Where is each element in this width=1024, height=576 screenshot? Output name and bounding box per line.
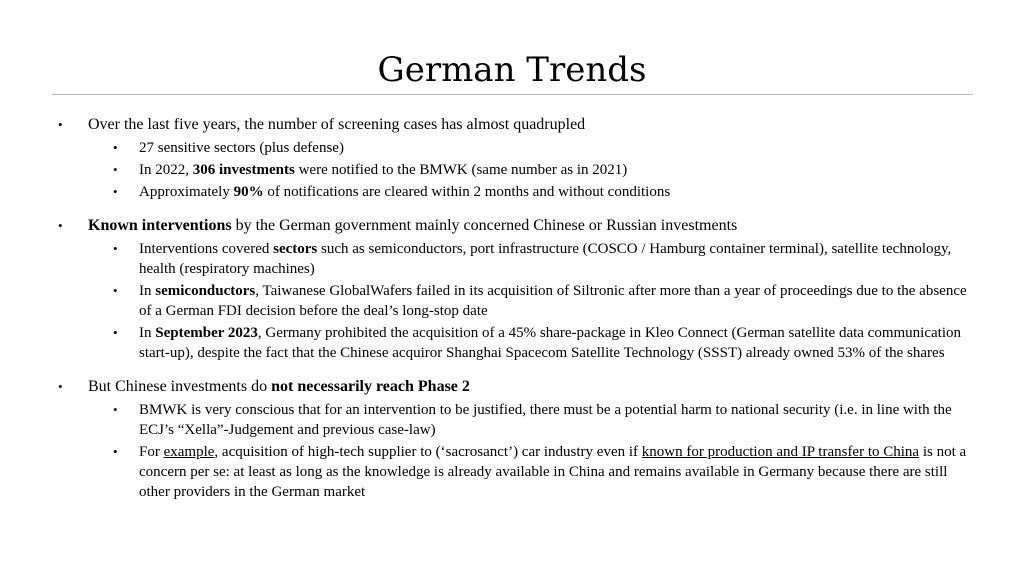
bullet-dot-icon: • <box>113 162 118 177</box>
bold-text: September 2023 <box>155 325 258 341</box>
bullet-level2 <box>56 182 976 202</box>
bullet-text: For example, acquisition of high-tech supplier to (‘sacrosanct’) car industry even if known for production and IP transfer to China is not a concern per se: at least as long as the knowledge is already available in China and remains available in Germany because there are still other providers in the German market <box>139 444 967 500</box>
underlined-text: known for production and IP transfer to China <box>641 444 920 460</box>
bold-text: semiconductors <box>155 283 256 299</box>
bullet-level2 <box>56 138 976 158</box>
bullet-level2 <box>56 323 976 363</box>
bullet-level1 <box>56 114 976 136</box>
bullet-level2 <box>56 281 976 321</box>
bold-text: Known interventions <box>88 217 232 234</box>
bullet-level1 <box>56 215 976 237</box>
underlined-text: example <box>163 444 215 460</box>
bullet-group-interventions <box>56 215 976 363</box>
bullet-dot-icon: • <box>113 140 118 155</box>
bullet-group-screening <box>56 114 976 202</box>
bullet-dot-icon: • <box>113 241 118 256</box>
bullet-level2 <box>56 442 976 502</box>
slide-content <box>56 114 976 515</box>
bullet-text: Approximately 90% of notifications are cleared within 2 months and without conditions <box>139 184 671 200</box>
bullet-dot-icon: • <box>113 283 118 298</box>
bullet-dot-icon: • <box>113 325 118 340</box>
bullet-level1 <box>56 376 976 398</box>
bullet-text: In 2022, 306 investments were notified to the BMWK (same number as in 2021) <box>139 162 628 178</box>
bullet-dot-icon: • <box>58 117 63 132</box>
bold-text: not necessarily reach Phase 2 <box>271 378 470 395</box>
bullet-text: But Chinese investments do not necessarily reach Phase 2 <box>88 378 470 395</box>
bullet-level2 <box>56 160 976 180</box>
bullet-dot-icon: • <box>113 402 118 417</box>
bullet-text: BMWK is very conscious that for an intervention to be justified, there must be a potential harm to national security (i.e. in line with the ECJ’s “Xella”-Judgement and previous case-law) <box>139 402 952 438</box>
bullet-text: Interventions covered sectors such as semiconductors, port infrastructure (COSCO / Hamburg container terminal), satellite technology, health (respiratory machines) <box>139 241 952 277</box>
title-divider <box>52 94 973 95</box>
bullet-dot-icon: • <box>58 218 63 233</box>
bullet-text: 27 sensitive sectors (plus defense) <box>139 140 344 156</box>
bold-text: sectors <box>273 241 318 257</box>
bullet-level2 <box>56 400 976 440</box>
slide-title: German Trends <box>377 50 647 90</box>
bullet-dot-icon: • <box>113 444 118 459</box>
bullet-text: Over the last five years, the number of screening cases has almost quadrupled <box>88 116 586 133</box>
bullet-dot-icon: • <box>113 184 118 199</box>
bullet-group-phase2 <box>56 376 976 502</box>
bold-text: 306 investments <box>192 162 295 178</box>
bullet-text: In September 2023, Germany prohibited the acquisition of a 45% share-package in Kleo Connect (German satellite data communication start-up), despite the fact that the Chinese acquiror Shanghai Spacecom Satellite Technology (SSST) already owned 53% of the shares <box>139 325 961 361</box>
bullet-level2 <box>56 239 976 279</box>
bullet-dot-icon: • <box>58 379 63 394</box>
bullet-text: In semiconductors, Taiwanese GlobalWafers failed in its acquisition of Siltronic after more than a year of proceedings due to the absence of a German FDI decision before the deal’s long-stop date <box>139 283 967 319</box>
bold-text: 90% <box>233 184 264 200</box>
bullet-text: Known interventions by the German government mainly concerned Chinese or Russian investments <box>88 217 738 234</box>
